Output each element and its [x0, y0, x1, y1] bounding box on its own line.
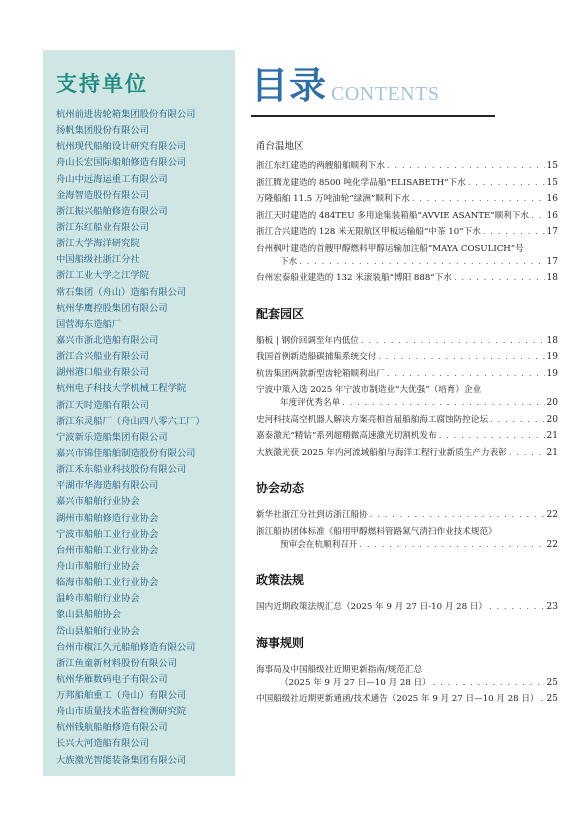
- sponsor-item: 嘉兴市船舶行业协会: [56, 496, 140, 508]
- sponsor-item: 舟山市质量技术监督检测研究院: [56, 706, 187, 718]
- leader-dots: [454, 272, 545, 285]
- toc-entry[interactable]: [256, 160, 558, 177]
- section-gap: [256, 555, 558, 571]
- toc-entry-text: 大族激光获 2025 年内河流域船舶与海洋工程行业新质生产力表彰: [256, 447, 507, 458]
- page-number: 18: [546, 273, 558, 283]
- toc-entry-line: 浙江船协团体标准《船用甲醇燃料管路氮气清扫作业技术规范》: [256, 526, 497, 537]
- sidebar-title: 支持单位: [56, 72, 148, 96]
- toc-entry-text: 我国首例新造船碳捕集系统交付: [256, 352, 377, 362]
- sponsor-item: 平湖市华海造船有限公司: [56, 480, 159, 492]
- toc-entry-text: 浙江合兴建造的 128 米无限航区甲板运输船“中茶 10”下水: [256, 227, 481, 237]
- sponsor-item: 万邦船舶重工（舟山）有限公司: [56, 690, 187, 702]
- toc-entry-line: 台州枫叶建造的首艘甲醇燃料甲醇运输加注船“MAYA COSULICH”号: [256, 243, 524, 254]
- page-number: 17: [546, 256, 558, 267]
- page-number: 20: [546, 414, 558, 425]
- toc-entry[interactable]: [256, 226, 558, 243]
- toc-entry[interactable]: [256, 177, 558, 194]
- leader-dots: [387, 160, 545, 173]
- sponsor-item: 浙江鱼童新材料股份有限公司: [56, 657, 177, 669]
- sponsor-item: 扬帆集团股份有限公司: [56, 125, 149, 137]
- sponsor-item: 杭州电子科技大学机械工程学院: [56, 383, 187, 395]
- page-number: 16: [546, 194, 558, 204]
- section-heading: 政策法规: [256, 573, 305, 587]
- sponsor-item: 象山县船舶协会: [56, 609, 122, 621]
- sponsor-item: 浙江振兴船舶修造有限公司: [56, 205, 168, 217]
- toc-entry-text: 预审会在杭顺利召开: [280, 539, 358, 550]
- sponsor-item: 临海市船舶工业行业协会: [56, 577, 159, 589]
- sponsor-item: 常石集团（舟山）造船有限公司: [56, 286, 187, 298]
- sponsor-item: 浙江天时造船有限公司: [56, 399, 149, 411]
- sponsor-item: 舟山市船舶行业协会: [56, 560, 140, 572]
- toc-entry-text: 嘉泰激光“精钻”系列超精微高速激光切割机发布: [256, 431, 437, 441]
- sponsor-item: 岱山县船舶行业协会: [56, 625, 140, 637]
- sponsor-sidebar: [43, 50, 235, 776]
- sponsor-item: 舟山长宏国际船舶修造有限公司: [56, 157, 187, 169]
- sponsor-item: 浙江合兴船业有限公司: [56, 351, 149, 363]
- sponsor-item: 大族激光智能装备集团有限公司: [56, 754, 187, 766]
- sponsor-item: 杭州前进齿轮箱集团股份有限公司: [56, 109, 196, 120]
- toc-entry-line: 宁波中策入选 2025 年宁波市制造业“大优强”（培育）企业: [256, 385, 482, 395]
- leader-dots: [541, 693, 545, 706]
- leader-dots: [370, 509, 545, 522]
- sponsor-item: 温岭市船舶行业协会: [56, 593, 140, 605]
- sponsor-item: 杭州华鹰控股集团有限公司: [56, 302, 168, 314]
- sponsor-item: 嘉兴市锦佳船舶制造股份有限公司: [56, 447, 196, 459]
- toc-title-cn: 目录: [251, 64, 327, 107]
- sponsor-list: [56, 107, 205, 769]
- leader-dots: [468, 177, 545, 190]
- section-gap: [256, 289, 558, 305]
- sponsor-item: 湖州市船舶修造行业协会: [56, 512, 159, 524]
- sponsor-item: 宁波新乐造船集团有限公司: [56, 431, 168, 443]
- toc-entry[interactable]: [256, 601, 558, 618]
- section-heading: 协会动态: [256, 481, 305, 495]
- sponsor-item: 国营海东造船厂: [56, 318, 122, 330]
- sponsor-item: 杭州华雁数码电子有限公司: [56, 673, 168, 685]
- section-gap: [256, 463, 558, 479]
- leader-dots: [439, 430, 545, 443]
- toc-entry-text: 浙江天时建造的 484TEU 多用途集装箱船“AVVIE ASANTE”顺利下水: [256, 210, 530, 221]
- sponsor-item: 杭州钱航船舶修造有限公司: [56, 722, 168, 734]
- page-number: 18: [546, 335, 558, 346]
- sponsor-item: 嘉兴市浙北造船有限公司: [56, 334, 159, 346]
- toc-entry[interactable]: [256, 539, 558, 556]
- sponsor-item: 浙江工业大学之江学院: [56, 270, 149, 282]
- sponsor-item: 台州市船舶工业行业协会: [56, 544, 159, 556]
- toc-content: [256, 140, 558, 710]
- toc-entry-text: 国内近期政策法规汇总（2025 年 9 月 27 日-10 月 28 日）: [256, 602, 487, 612]
- page-number: 22: [546, 510, 558, 520]
- toc-entry[interactable]: [256, 509, 558, 526]
- sponsor-item: 浙江东灵船厂（舟山四八零六工厂）: [56, 415, 205, 427]
- section-heading: 海事规则: [256, 635, 305, 650]
- page-number: 19: [546, 368, 558, 379]
- leader-dots: [361, 335, 545, 348]
- sponsor-item: 浙江东红船业有限公司: [56, 221, 149, 233]
- toc-entry[interactable]: [256, 351, 558, 368]
- page-number: 20: [546, 398, 558, 408]
- toc-entry[interactable]: [256, 414, 558, 431]
- sponsor-item: 宁波市船舶工业行业协会: [56, 528, 159, 540]
- toc-entry[interactable]: [256, 693, 558, 710]
- toc-entry-text: 万隆船舶 11.5 万吨油轮“绿洲”顺利下水: [256, 194, 410, 204]
- sponsor-item: 杭州现代船舶设计研究有限公司: [56, 141, 187, 153]
- page-number: 21: [546, 431, 558, 441]
- toc-entry-line: 海事局及中国船级社近期更新指南/规范汇总: [256, 664, 423, 675]
- leader-dots: [387, 368, 545, 381]
- section-heading: 甬台温地区: [256, 141, 304, 152]
- toc-entry[interactable]: [256, 272, 558, 289]
- section-heading: 配套园区: [256, 306, 305, 321]
- toc-entry[interactable]: [256, 397, 558, 414]
- toc-entry-text: 中国船级社近期更新通函/技术通告（2025 年 9 月 27 日—10 月 28 日）: [256, 694, 539, 704]
- toc-entry-text: 浙江东红建造的两艘船舶顺利下水: [256, 161, 385, 171]
- leader-dots: [378, 351, 544, 364]
- toc-entry[interactable]: [256, 677, 558, 694]
- toc-entry-text: 杭齿集团两款新型齿轮箱顺利出厂: [256, 368, 385, 379]
- leader-dots: [483, 226, 545, 239]
- title-divider: [251, 115, 495, 117]
- toc-entry[interactable]: [256, 335, 558, 352]
- toc-entry[interactable]: [256, 256, 558, 273]
- toc-entry[interactable]: [256, 447, 558, 464]
- page-number: 17: [546, 227, 558, 237]
- leader-dots: [509, 447, 545, 460]
- leader-dots: [299, 256, 544, 269]
- leader-dots: [490, 414, 545, 427]
- page-number: 25: [546, 677, 558, 688]
- toc-entry-text: （2025 年 9 月 27 日—10 月 28 日）: [280, 677, 431, 688]
- leader-dots: [342, 397, 544, 410]
- toc-entry-text: 史河科技高空机器人解决方案亮相首届船舶海工腐蚀防控论坛: [256, 414, 489, 425]
- toc-entry[interactable]: [256, 210, 558, 227]
- page-number: 22: [546, 539, 558, 550]
- page-number: 15: [546, 177, 558, 188]
- page-number: 23: [546, 602, 558, 612]
- toc-entry-text: 新华社浙江分社到访浙江船协: [256, 510, 368, 520]
- leader-dots: [359, 539, 544, 552]
- sponsor-item: 浙江禾东船业科技股份有限公司: [56, 464, 187, 476]
- page-number: 21: [546, 447, 558, 458]
- toc-entry-text: 船板 | 钢价回调至年内低位: [256, 335, 359, 346]
- leader-dots: [433, 677, 545, 690]
- page-number: 16: [546, 210, 558, 221]
- sponsor-item: 浙江大学海洋研究院: [56, 238, 140, 250]
- toc-entry[interactable]: [256, 368, 558, 385]
- leader-dots: [531, 210, 545, 223]
- sponsor-item: 湖州港口船业有限公司: [56, 367, 149, 379]
- sponsor-item: 金海智造股份有限公司: [56, 189, 149, 201]
- toc-entry[interactable]: [256, 430, 558, 447]
- section-gap: [256, 618, 558, 634]
- leader-dots: [489, 601, 545, 614]
- toc-title: [251, 66, 439, 106]
- sponsor-item: 台州市椒江久元船舶修造有限公司: [56, 641, 196, 653]
- page-number: 19: [546, 352, 558, 362]
- toc-entry[interactable]: [256, 193, 558, 210]
- sponsor-item: 舟山中远海运重工有限公司: [56, 173, 168, 185]
- sponsor-item: 中国船级社浙江分社: [56, 254, 140, 266]
- page-number: 15: [546, 161, 558, 171]
- toc-entry-text: 台州宏泰船业建造的 132 米滚装船“博阳 888”下水: [256, 273, 452, 283]
- toc-title-en: CONTENTS: [331, 83, 440, 105]
- toc-entry-text: 年度评优秀名单: [280, 398, 341, 408]
- page-number: 25: [546, 694, 558, 704]
- toc-entry-text: 浙江腾龙建造的 8500 吨化学品船“ELISABETH”下水: [256, 177, 466, 188]
- leader-dots: [412, 193, 545, 206]
- sponsor-item: 长兴大河造船有限公司: [56, 738, 149, 750]
- toc-entry-text: 下水: [280, 256, 298, 267]
